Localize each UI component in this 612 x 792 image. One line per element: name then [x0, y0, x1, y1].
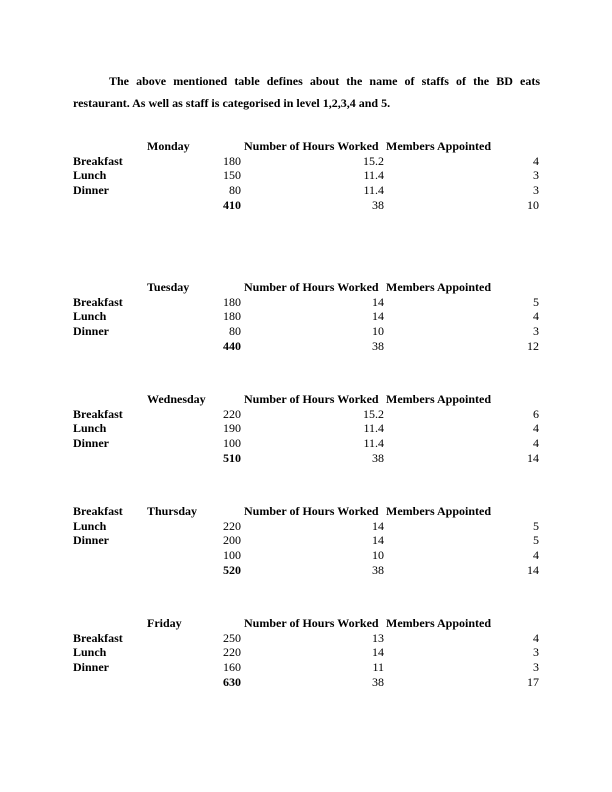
hours-cell: 14 [372, 294, 384, 309]
count-cell: 200 [223, 533, 241, 548]
total-count-cell: 410 [223, 197, 241, 212]
total-count-cell: 510 [223, 450, 241, 465]
total-hours-cell: 38 [372, 562, 384, 577]
row-label-breakfast: Breakfast [73, 153, 123, 168]
hours-cell: 13 [372, 630, 384, 645]
hours-worked-header: Number of Hours Worked [244, 139, 379, 153]
hours-cell: 15.2 [363, 406, 384, 421]
total-members-cell: 12 [527, 338, 539, 353]
total-members-cell: 14 [527, 562, 539, 577]
day-header: Tuesday [147, 280, 190, 294]
members-appointed-header: Members Appointed [386, 139, 491, 153]
row-label-breakfast: Breakfast [73, 406, 123, 421]
members-appointed-header: Members Appointed [386, 280, 491, 294]
total-members-cell: 17 [527, 674, 539, 689]
members-cell: 4 [533, 421, 539, 436]
hours-worked-header: Number of Hours Worked [244, 392, 379, 406]
row-label-dinner: Dinner [73, 533, 109, 548]
count-cell: 190 [223, 421, 241, 436]
hours-cell: 11.4 [363, 436, 384, 451]
hours-worked-header: Number of Hours Worked [244, 504, 379, 518]
day-header: Thursday [147, 504, 198, 518]
members-cell: 3 [533, 645, 539, 660]
hours-cell: 11 [372, 660, 384, 675]
members-cell: 5 [533, 518, 539, 533]
total-hours-cell: 38 [372, 674, 384, 689]
row-label-dinner: Dinner [73, 660, 109, 675]
hours-cell: 10 [372, 324, 384, 339]
hours-cell: 14 [372, 309, 384, 324]
total-count-cell: 520 [223, 562, 241, 577]
members-cell: 5 [533, 533, 539, 548]
day-header: Wednesday [147, 392, 206, 406]
row-label-dinner: Dinner [73, 183, 109, 198]
members-cell: 3 [533, 324, 539, 339]
row-label-breakfast: Breakfast [73, 294, 123, 309]
hours-cell: 11.4 [363, 421, 384, 436]
count-cell: 160 [223, 660, 241, 675]
members-cell: 4 [533, 309, 539, 324]
row-label-dinner: Dinner [73, 436, 109, 451]
hours-cell: 14 [372, 518, 384, 533]
total-hours-cell: 38 [372, 197, 384, 212]
count-cell: 250 [223, 630, 241, 645]
count-cell: 180 [223, 294, 241, 309]
total-count-cell: 630 [223, 674, 241, 689]
members-appointed-header: Members Appointed [386, 616, 491, 630]
hours-worked-header: Number of Hours Worked [244, 280, 379, 294]
count-cell: 100 [223, 548, 241, 563]
row-label-lunch: Lunch [73, 518, 107, 533]
count-cell: 150 [223, 168, 241, 183]
intro-paragraph: The above mentioned table defines about the name of staffs of the BD eats restaurant. As well as staff is categorised in level 1,2,3,4 and 5. [73, 74, 540, 110]
row-label-lunch: Lunch [73, 645, 107, 660]
hours-cell: 14 [372, 533, 384, 548]
members-appointed-header: Members Appointed [386, 504, 491, 518]
total-hours-cell: 38 [372, 338, 384, 353]
total-members-cell: 10 [527, 197, 539, 212]
total-members-cell: 14 [527, 450, 539, 465]
hours-cell: 15.2 [363, 153, 384, 168]
hours-cell: 10 [372, 548, 384, 563]
row-label-lunch: Lunch [73, 168, 107, 183]
members-appointed-header: Members Appointed [386, 392, 491, 406]
count-cell: 220 [223, 645, 241, 660]
count-cell: 80 [229, 324, 241, 339]
day-header: Friday [147, 616, 182, 630]
row-label-dinner: Dinner [73, 324, 109, 339]
day-header: Monday [147, 139, 190, 153]
members-cell: 4 [533, 548, 539, 563]
count-cell: 80 [229, 183, 241, 198]
hours-cell: 14 [372, 645, 384, 660]
members-cell: 6 [533, 406, 539, 421]
hours-cell: 11.4 [363, 183, 384, 198]
members-cell: 3 [533, 183, 539, 198]
members-cell: 5 [533, 294, 539, 309]
row-label-breakfast: Breakfast [73, 504, 123, 518]
total-count-cell: 440 [223, 338, 241, 353]
count-cell: 220 [223, 406, 241, 421]
count-cell: 180 [223, 153, 241, 168]
total-hours-cell: 38 [372, 450, 384, 465]
row-label-breakfast: Breakfast [73, 630, 123, 645]
hours-worked-header: Number of Hours Worked [244, 616, 379, 630]
members-cell: 4 [533, 153, 539, 168]
count-cell: 180 [223, 309, 241, 324]
row-label-lunch: Lunch [73, 421, 107, 436]
count-cell: 220 [223, 518, 241, 533]
count-cell: 100 [223, 436, 241, 451]
hours-cell: 11.4 [363, 168, 384, 183]
row-label-lunch: Lunch [73, 309, 107, 324]
members-cell: 3 [533, 660, 539, 675]
members-cell: 4 [533, 630, 539, 645]
members-cell: 4 [533, 436, 539, 451]
members-cell: 3 [533, 168, 539, 183]
